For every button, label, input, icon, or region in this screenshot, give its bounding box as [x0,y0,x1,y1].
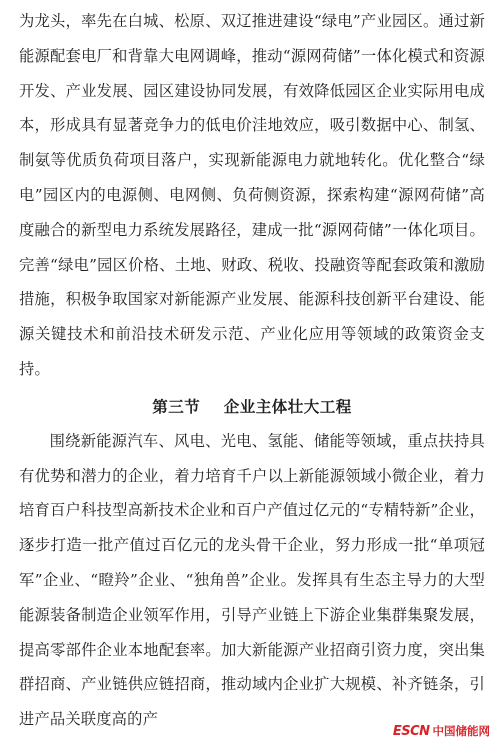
section-heading [19,390,485,424]
body-paragraph-2: 围绕新能源汽车、风电、光电、氢能、储能等领域，重点扶持具有优势和潜力的企业，着力培育千户以上新能源领域小微企业，着力培育百户科技型高新技术企业和百户产值过亿元的“专精特新”企业，逐步打造一批产值过百亿元的龙头骨干企业，努力形成一批“单项冠军”企业、“瞪羚”企业、“独角兽”企业。发挥具有生态主导力的大型能源装备制造企业领军作用，引导产业链上下游企业集群集聚发展，提高零部件企业本地配套率。加大新能源产业招商引资力度，突出集群招商、产业链供应链招商，推动域内企业扩大规模、补齐链条，引进产品关联度高的产 [19,431,485,729]
body-paragraph-1: 为龙头，率先在白城、松原、双辽推进建设“绿电”产业园区。通过新能源配套电厂和背靠大电网调峰，推动“源网荷储”一体化模式和资源开发、产业发展、园区建设协同发展，有效降低园区企业实际用电成本，形成具有显著竞争力的低电价洼地效应，吸引数据中心、制氢、制氨等优质负荷项目落户，实现新能源电力就地转化。优化整合“绿电”园区内的电源侧、电网侧、负荷侧资源，探索构建“源网荷储”高度融合的新型电力系统发展路径，建成一批“源网荷储”一体化项目。完善“绿电”园区价格、土地、财政、税收、投融资等配套政策和激励措施，积极争取国家对新能源产业发展、能源科技创新平台建设、能源关键技术和前沿技术研发示范、产业化应用等领域的政策资金支持。 [19,12,485,378]
section-number: 第三节 [152,397,201,416]
watermark-logo-chinese: 中国储能网 [432,724,490,738]
watermark-logo-latin: ESCN [392,723,430,739]
section-title: 企业主体壮大工程 [223,397,352,416]
escn-watermark [393,722,490,740]
document-page [19,0,485,737]
